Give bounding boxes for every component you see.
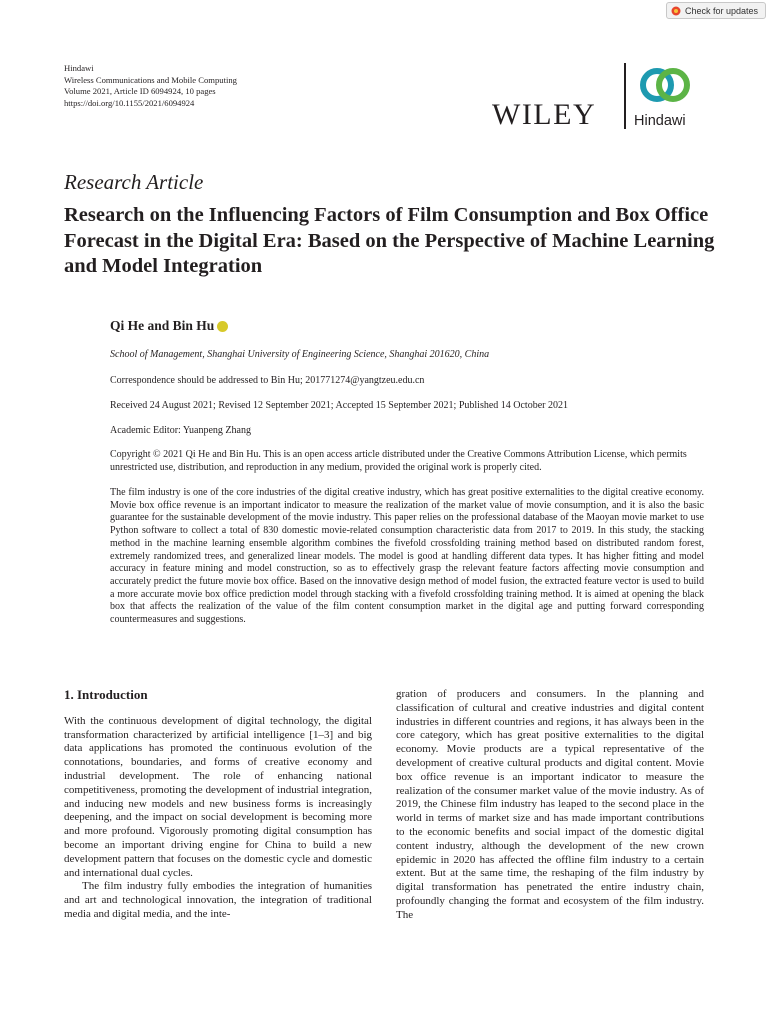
authors xyxy=(110,318,228,334)
hindawi-logo-icon xyxy=(636,60,696,110)
logo-divider xyxy=(624,63,626,129)
updates-icon xyxy=(671,6,681,16)
author-names: Qi He and Bin Hu xyxy=(110,318,215,333)
journal-info xyxy=(64,63,237,109)
abstract: The film industry is one of the core industries of the digital creative industry, which has great positive externalities to the digital creative economy. Movie box office revenue is an important indicator to measure the realization of the market value of movie consumption, and it is also the basic guarantee for the sustainable development of the movie industry. This paper relies on the professional database of the Maoyan movie market to use Python software to collect a total of 830 domestic movie-related consumption characteristic data from 2017 to 2019. In this study, the stacking method in the machine learning ensemble algorithm combines the fivefold crossfolding training method based on distributed random forest, extremely randomized trees, and generalized linear models. The model is good at handling different data types. It has higher fitting and model accuracy in feature mining and model construction, so as to effectively grasp the relevant feature factors affecting movie consumption and accurately predict the future movie box office. Based on the innovative design method of model fusion, the extracted feature vector is used to build a more accurate movie box office prediction model through stacking with a fivefold crossfolding training method. It is aimed at opening the black box that affects the realization of the value of the film content consumption market in the digital age and putting forward corresponding countermeasures and suggestions. xyxy=(110,487,704,626)
publisher-name: Hindawi xyxy=(64,63,94,73)
copyright-notice: Copyright © 2021 Qi He and Bin Hu. This is an open access article distributed under the Creative Commons Attribution License, which permits unrestricted use, distribution, and reproduction in any medium, provided the original work is properly cited. xyxy=(110,449,687,473)
article-type: Research Article xyxy=(64,170,204,194)
check-for-updates-badge[interactable] xyxy=(666,2,766,19)
academic-editor: Academic Editor: Yuanpeng Zhang xyxy=(110,425,251,436)
body-column-left xyxy=(64,688,372,922)
check-for-updates-label: Check for updates xyxy=(685,5,759,16)
article-title: Research on the Influencing Factors of Film Consumption and Box Office Forecast in the Digital Era: Based on the Perspective of Machine Learning and Model Integration xyxy=(64,204,715,277)
paragraph: The film industry fully embodies the integration of humanities and art and technological innovation, the integration of traditional media and digital media, and the inte- xyxy=(64,880,372,920)
journal-volume: Volume 2021, Article ID 6094924, 10 pages xyxy=(64,86,216,96)
hindawi-logo-text: Hindawi xyxy=(634,113,686,129)
paragraph: With the continuous development of digital technology, the digital transformation characterized by artificial intelligence [1–3] and big data applications has promoted the continuous evolution of the connotations, boundaries, and forms of creative economy and industrial development. The role of enhancing national competitiveness, promoting the development of industrial integration, and inducing new models and new business forms is increasingly deepening, and the impact on social development is becoming more and more profound. Vigorously promoting digital consumption has become an important driving engine for China to build a new development pattern that focuses on the domestic cycle and domestic and international dual cycles. xyxy=(64,714,372,879)
journal-name: Wireless Communications and Mobile Computing xyxy=(64,74,237,85)
wiley-logo: WILEY xyxy=(492,98,597,131)
orcid-icon[interactable] xyxy=(217,321,228,332)
publication-dates: Received 24 August 2021; Revised 12 September 2021; Accepted 15 September 2021; Published 14 October 2021 xyxy=(110,400,568,411)
body-column-right xyxy=(396,688,704,923)
correspondence: Correspondence should be addressed to Bin Hu; 201771274@yangtzeu.edu.cn xyxy=(110,375,425,386)
paragraph: gration of producers and consumers. In the planning and classification of cultural and creative industries and digital content industries in different countries and regions, it has always been in the core category, which has great positive externalities to the digital economy. Movie products are a typical representative of the development of creative cultural products and digital content. Movie box office revenue is an important indicator to measure the realization of the consumer market value of the movie industry. As of 2019, the Chinese film industry has leaped to the second place in the world in terms of market size and has made important contributions to the economic benefits and social impact of the domestic digital content industry, although the development of the new crown epidemic in 2020 has affected the offline film industry to a certain extent. But at the same time, the reshaping of the film industry by digital transformation has penetrated the entire industry chain, profoundly changing the format and ecosystem of the film industry. The xyxy=(396,688,704,921)
doi-link[interactable]: https://doi.org/10.1155/2021/6094924 xyxy=(64,97,195,108)
affiliation: School of Management, Shanghai University of Engineering Science, Shanghai 201620, China xyxy=(110,349,490,360)
section-title: 1. Introduction xyxy=(64,687,148,702)
